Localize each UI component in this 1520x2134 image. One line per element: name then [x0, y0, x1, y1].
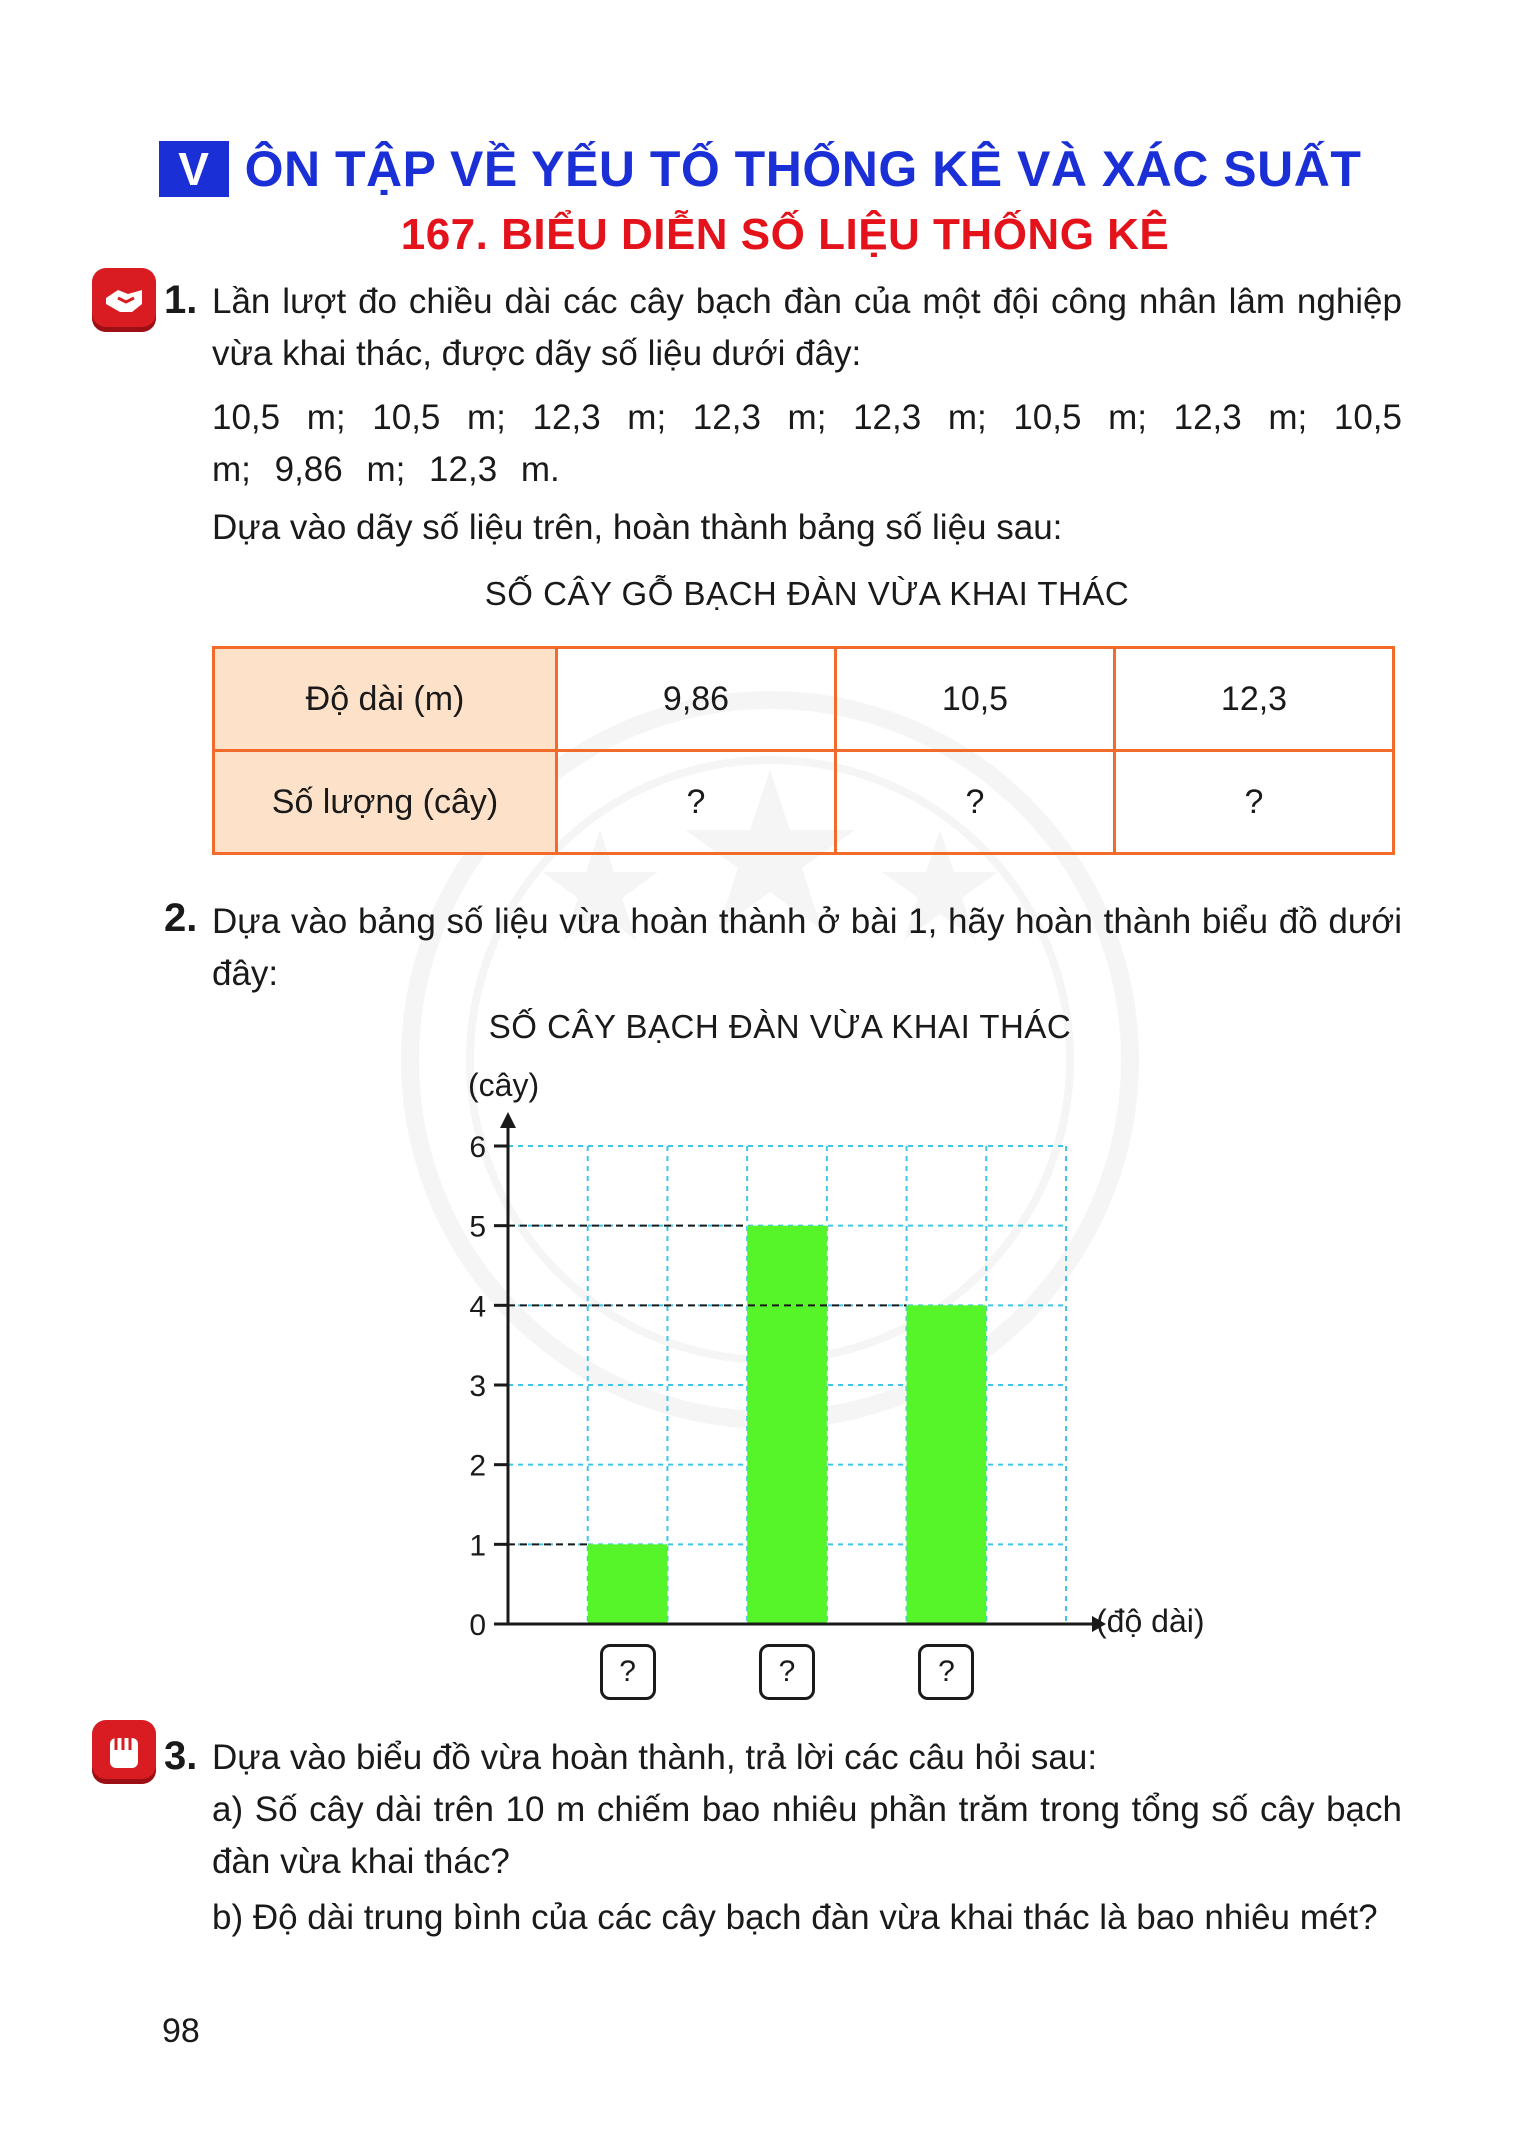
y-tick-label: 1	[469, 1529, 486, 1563]
exercise-1-text: Lần lượt đo chiều dài các cây bạch đàn của một đội công nhân lâm nghiệp vừa khai thác, được dãy số liệu dưới đây:	[212, 282, 1402, 373]
table-cell: 12,3	[1115, 648, 1394, 751]
table-cell: 10,5	[836, 648, 1115, 751]
x-category-answer-box[interactable]: ?	[600, 1644, 656, 1700]
exercise-2-number: 2.	[164, 896, 198, 940]
table-title: SỐ CÂY GỖ BẠCH ĐÀN VỪA KHAI THÁC	[484, 575, 1130, 612]
exercise-1-instruction: Dựa vào dãy số liệu trên, hoàn thành bảng số liệu sau:	[212, 508, 1063, 547]
exercise-3-text: Dựa vào biểu đồ vừa hoàn thành, trả lời các câu hỏi sau:	[212, 1738, 1098, 1777]
table-cell: 9,86	[557, 648, 836, 751]
bar	[588, 1544, 668, 1624]
exercise-1-number: 1.	[164, 278, 198, 322]
bar	[907, 1305, 987, 1624]
x-category-answer-box[interactable]: ?	[918, 1644, 974, 1700]
fist-glyph-icon	[92, 1720, 156, 1784]
exercise-1-data-line: 10,5 m; 10,5 m; 12,3 m; 12,3 m; 12,3 m; 10,5 m; 12,3 m; 10,5 m; 9,86 m; 12,3 m.	[212, 398, 1402, 489]
page-number: 98	[162, 2012, 200, 2050]
table-cell-answer[interactable]: ?	[836, 751, 1115, 854]
bar	[747, 1226, 827, 1624]
exercise-3-number: 3.	[164, 1734, 198, 1778]
fist-icon	[92, 1720, 156, 1784]
y-tick-label: 6	[469, 1131, 486, 1164]
exercise-3-question-b: b) Độ dài trung bình của các cây bạch đàn vừa khai thác là bao nhiêu mét?	[212, 1898, 1378, 1937]
table-header-count: Số lượng (cây)	[214, 751, 557, 854]
exercise-2-text: Dựa vào bảng số liệu vừa hoàn thành ở bài 1, hãy hoàn thành biểu đồ dưới đây:	[212, 902, 1402, 993]
lesson-title: 167. BIỂU DIỄN SỐ LIỆU THỐNG KÊ	[400, 210, 1170, 259]
chart-title: SỐ CÂY BẠCH ĐÀN VỪA KHAI THÁC	[488, 1008, 1072, 1045]
exercise-3-question-a: a) Số cây dài trên 10 m chiếm bao nhiêu phần trăm trong tổng số cây bạch đàn vừa khai thác?	[212, 1790, 1402, 1881]
table-cell-answer[interactable]: ?	[557, 751, 836, 854]
table-header-length: Độ dài (m)	[214, 648, 557, 751]
y-tick-label: 0	[469, 1609, 486, 1642]
section-title: ÔN TẬP VỀ YẾU TỐ THỐNG KÊ VÀ XÁC SUẤT	[244, 141, 1362, 197]
y-axis-arrow	[500, 1112, 516, 1128]
x-category-answer-box[interactable]: ?	[759, 1644, 815, 1700]
section-badge: V	[159, 141, 229, 197]
y-tick-label: 3	[469, 1370, 486, 1403]
y-tick-label: 5	[469, 1210, 486, 1244]
table-cell-answer[interactable]: ?	[1115, 751, 1394, 854]
y-tick-label: 2	[469, 1449, 486, 1483]
y-axis-label: (cây)	[468, 1067, 540, 1103]
x-axis-label: (độ dài)	[1096, 1603, 1205, 1639]
y-tick-label: 4	[469, 1290, 486, 1324]
